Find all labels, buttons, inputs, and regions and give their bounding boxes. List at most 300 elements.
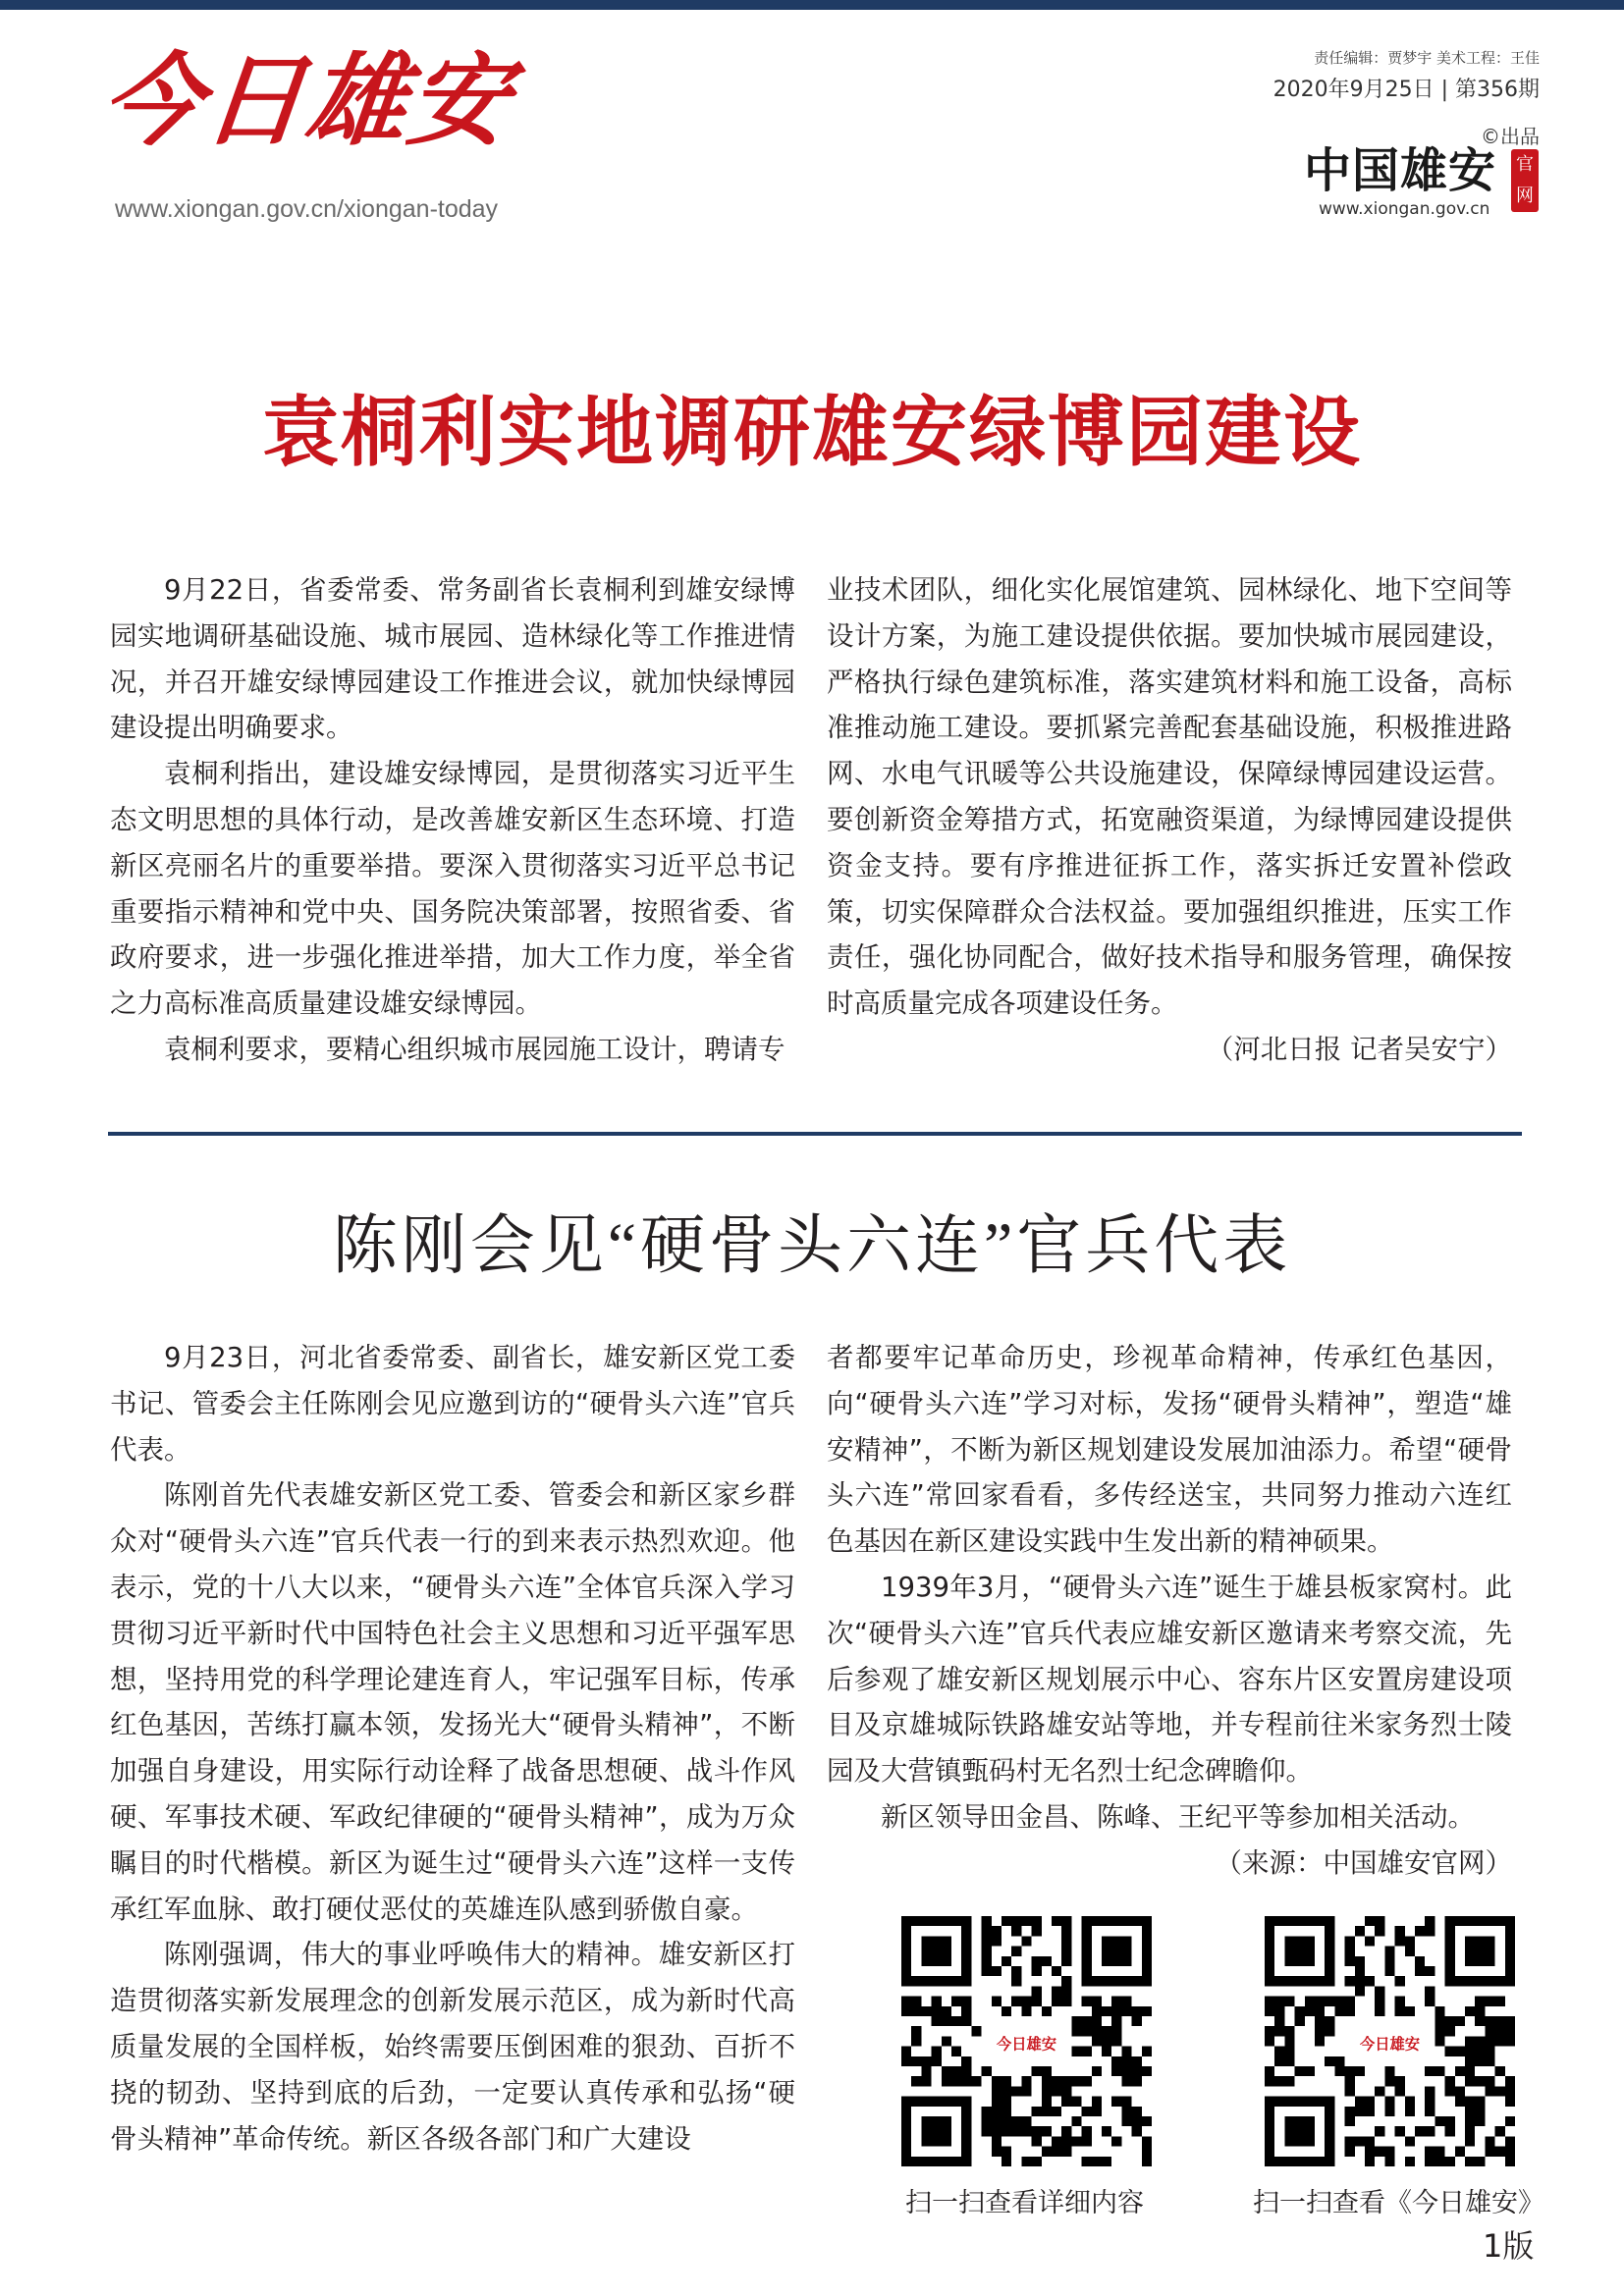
qr-module [1042,2107,1052,2116]
qr-module [1052,2147,1061,2157]
qr-module [901,1997,911,2006]
qr-module [901,2047,911,2056]
qr-module [1052,1916,1061,1926]
qr-module [1001,1956,1011,1966]
qr-module [1495,2147,1505,2157]
qr-module [1042,2076,1052,2086]
qr-module [1284,2026,1294,2036]
qr-module [1384,2097,1394,2107]
article-2-paragraph: 陈刚首先代表雄安新区党工委、管委会和新区家乡群众对“硬骨头六连”官兵代表一行的到来表示热烈欢迎。他表示，党的十八大以来，“硬骨头六连”全体官兵深入学习贯彻习近平新时代中国特色社会主义思想和习近平强军思想，坚持用党的科学理论建连育人，牢记强军目标，传承红色基因，苦练打赢本领，发扬光大“硬骨头精神”，不断加强自身建设，用实际行动诠释了战备思想硬、战斗作风硬、军事技术硬、军政纪律硬的“硬骨头精神”，成为万众瞩目的时代楷模。新区为诞生过“硬骨头六连”这样一支传承红军血脉、敢打硬仗恶仗的英雄连队感到骄傲自豪。 [110,1479,795,1925]
qr-module [1071,2136,1081,2146]
qr-module [1102,2036,1111,2046]
qr-module [1495,2016,1505,2026]
qr-module [1042,2086,1052,2096]
qr-module [1505,2136,1515,2146]
qr-module [1345,2116,1355,2126]
qr-module [1102,2157,1111,2166]
qr-module [1092,2026,1102,2036]
article-2-paragraph: 陈刚强调，伟大的事业呼唤伟大的精神。雄安新区打造贯彻落实新发展理念的创新发展示范区，成为新时代高质量发展的全国样板，始终需要压倒困难的狠劲、百折不挠的韧劲、坚持到底的后劲，一定要认真传承和弘扬“硬骨头精神”革命传统。新区各级各部门和广大建设 [110,1939,795,2155]
qr-code-detail[interactable] [901,1916,1152,2166]
qr-module [1111,2136,1121,2146]
qr-module [921,2006,931,2016]
article-2-paragraph: 者都要牢记革命历史，珍视革命精神，传承红色基因，向“硬骨头六连”学习对标，发扬“硬骨头精神”，塑造“雄安精神”，不断为新区规划建设发展加油添力。希望“硬骨头六连”常回家看看，多传经送宝，共同努力推动六连红色基因在新区建设实践中生发出新的精神硕果。 [827,1342,1512,1558]
qr-module [982,1947,992,1956]
qr-module [1265,2036,1274,2046]
qr-module [1052,2076,1061,2086]
qr-center-label: 今日雄安 [1359,2035,1421,2054]
qr-module [1284,2076,1294,2086]
qr-module [1092,2157,1102,2166]
qr-module [1455,2086,1465,2096]
qr-module [1001,2126,1011,2136]
qr-finder-inner [1102,1936,1132,1966]
qr-module [1021,2006,1031,2016]
qr-module [1415,1956,1425,1966]
qr-module [1284,2056,1294,2066]
qr-module [1132,2107,1142,2116]
article-2-right-column [827,1335,1512,1887]
qr-module [1284,2036,1294,2046]
qr-module [1505,2026,1515,2036]
qr-module [921,2076,931,2086]
qr-module [1061,1976,1071,1986]
qr-module [1405,1947,1415,1956]
qr-module [1375,1986,1384,1996]
article-2-paragraph: 9月23日，河北省委常委、副省长，雄安新区党工委书记、管委会主任陈刚会见应邀到访的“硬骨头六连”官兵代表。 [110,1342,795,1466]
article-1-paragraph: 9月22日，省委常委、常务副省长袁桐利到雄安绿博园实地调研基础设施、城市展园、造林绿化等工作推进情况，并召开雄安绿博园建设工作推进会议，就加快绿博园建设提出明确要求。 [110,574,795,744]
qr-module [1455,2016,1465,2026]
qr-module [1061,1997,1071,2006]
qr-module [1325,2026,1334,2036]
qr-module [1011,1976,1021,1986]
qr-module [992,2136,1001,2146]
qr-module [1274,2056,1284,2066]
qr-module [1455,2147,1465,2157]
qr-module [1011,1966,1021,1976]
qr-module [1274,2076,1284,2086]
publisher-copy: ©出品 [1481,125,1540,148]
qr-module [1345,1997,1355,2006]
qr-module [1052,2136,1061,2146]
qr-module [982,2116,992,2126]
masthead-url[interactable]: www.xiongan.gov.cn/xiongan-today [115,195,499,223]
qr-module [1325,2016,1334,2026]
qr-module [1111,2056,1121,2066]
qr-module [911,2076,921,2086]
qr-center-label: 今日雄安 [996,2035,1057,2054]
qr-module [1071,2097,1081,2107]
article-1-left-column [110,567,795,1073]
qr-module [992,2097,1001,2107]
qr-module [1042,2126,1052,2136]
qr-module [1061,1936,1071,1946]
qr-module [1425,2147,1435,2157]
qr-module [1021,2157,1031,2166]
qr-module [961,2006,971,2016]
qr-module [1365,2136,1375,2146]
qr-module [1111,2097,1121,2107]
qr-module [942,2076,951,2086]
qr-module [911,2056,921,2066]
qr-module [1121,2056,1131,2066]
qr-module [1435,2026,1444,2036]
qr-module [1295,2066,1305,2076]
qr-module [1011,2116,1021,2126]
qr-module [1042,2066,1052,2076]
qr-module [1071,2026,1081,2036]
qr-module [1121,2107,1131,2116]
qr-module [1345,2066,1355,2076]
qr-module [1475,2076,1485,2086]
qr-module [1121,1997,1131,2006]
qr-module [1365,1916,1375,1926]
qr-module [942,2006,951,2016]
qr-module [1102,2126,1111,2136]
qr-module [1295,2006,1305,2016]
publisher-logo: 中国雄安 [1304,143,1497,198]
qr-module [951,2016,961,2026]
qr-module [982,2126,992,2136]
qr-module [1355,1976,1365,1986]
article-1-source: （河北日报 记者吴安宁） [1206,1033,1512,1065]
top-color-bar [0,0,1624,10]
qr-module [1425,1966,1435,1976]
qr-module [1061,1956,1071,1966]
qr-module [1465,2157,1475,2166]
qr-module [992,2107,1001,2116]
qr-module [961,2016,971,2026]
qr-module [1345,1956,1355,1966]
qr-module [1375,2006,1384,2016]
qr-module [1274,2006,1284,2016]
publisher-seal: 官网 [1511,149,1539,212]
qr-module [1384,2107,1394,2116]
qr-module [1315,2016,1325,2026]
qr-module [1475,2107,1485,2116]
qr-module [1445,2076,1455,2086]
qr-module [1495,2086,1505,2096]
qr-module [1305,2066,1315,2076]
article-2-paragraph: 新区领导田金昌、陈峰、王纪平等参加相关活动。 [881,1800,1475,1833]
qr-module [1395,2006,1405,2016]
qr-module [1345,2147,1355,2157]
qr-module [1505,2147,1515,2157]
qr-module [1061,2097,1071,2107]
qr-module [1384,1966,1394,1976]
qr-module [1142,2006,1152,2016]
qr-module [961,2066,971,2076]
qr-module [1032,1926,1042,1936]
qr-module [1425,1997,1435,2006]
qr-module [1435,2157,1444,2166]
qr-module [932,1997,942,2006]
qr-module [1021,2126,1031,2136]
qr-module [1465,2116,1475,2126]
qr-module [1445,2047,1455,2056]
qr-module [1355,2066,1365,2076]
qr-module [1365,2147,1375,2157]
qr-module [1445,2126,1455,2136]
qr-module [1355,1956,1365,1966]
qr-module [1425,2097,1435,2107]
qr-module [1345,2006,1355,2016]
qr-module [992,1926,1001,1936]
qr-module [1455,2097,1465,2107]
qr-module [1021,1916,1031,1926]
qr-module [971,2026,981,2036]
article-1-paragraph: 袁桐利要求，要精心组织城市展园施工设计，聘请专 [164,1033,785,1065]
article-1-right-column [827,567,1512,1073]
qr-module [1485,2086,1494,2096]
qr-module [932,2047,942,2056]
issue-date: 2020年9月25日 | 第356期 [1272,78,1540,102]
qr-module [1021,1997,1031,2006]
qr-module [1061,1916,1071,1926]
qr-module [1315,2006,1325,2016]
qr-module [1102,2047,1111,2056]
qr-module [1495,2126,1505,2136]
qr-module [1021,1936,1031,1946]
qr-module [992,2126,1001,2136]
qr-module [961,2056,971,2066]
qr-module [1445,2086,1455,2096]
qr-module [1021,2086,1031,2096]
qr-module [1265,2026,1274,2036]
qr-module [1384,2147,1394,2157]
qr-module [1121,2066,1131,2076]
qr-module [1455,2066,1465,2076]
qr-module [1061,2136,1071,2146]
qr-module [1425,2107,1435,2116]
qr-module [1032,2157,1042,2166]
qr-module [1395,1976,1405,1986]
qr-module [1395,1936,1405,1946]
qr-module [1485,1997,1494,2006]
qr-module [1495,2026,1505,2036]
qr-module [1111,2006,1121,2016]
qr-module [982,1956,992,1966]
qr-module [1032,1966,1042,1976]
article-2-left-column [110,1335,795,2162]
qr-module [1082,2157,1092,2166]
qr-module [1111,1997,1121,2006]
qr-module [1132,2006,1142,2016]
qr-module [1032,2126,1042,2136]
qr-code-subscribe[interactable] [1265,1916,1515,2166]
qr-module [1142,2157,1152,2166]
qr-module [1505,2076,1515,2086]
qr-module [1274,2016,1284,2026]
qr-module [1001,2076,1011,2086]
qr-module [1092,2097,1102,2107]
qr-module [1495,2036,1505,2046]
qr-module [1001,2097,1011,2107]
qr-module [992,2147,1001,2157]
qr-module [942,2016,951,2026]
qr-module [1345,2136,1355,2146]
qr-module [921,2056,931,2066]
qr-module [1445,2016,1455,2026]
qr-module [1435,2147,1444,2157]
qr-module [1052,2107,1061,2116]
qr-module [1355,2107,1365,2116]
qr-module [1274,2047,1284,2056]
qr-module [1142,2136,1152,2146]
qr-module [1485,2047,1494,2056]
qr-module [1475,2047,1485,2056]
qr-module [932,2056,942,2066]
qr-module [1032,2107,1042,2116]
qr-module [1405,1936,1415,1946]
qr-module [1132,2056,1142,2066]
qr-module [1405,2136,1415,2146]
qr-module [1475,2056,1485,2066]
qr-module [1011,2126,1021,2136]
qr-module [982,2066,992,2076]
qr-module [1465,2056,1475,2066]
qr-module [1334,1997,1344,2006]
qr-module [1082,2047,1092,2056]
qr-module [1505,2116,1515,2126]
qr-module [992,2086,1001,2096]
qr-module [1021,2116,1031,2126]
qr-module [1325,2056,1334,2066]
qr-module [1071,2116,1081,2126]
qr-module [1365,2097,1375,2107]
qr-module [1315,2026,1325,2036]
qr-module [1415,2126,1425,2136]
qr-module [1435,2036,1444,2046]
qr-module [1365,2107,1375,2116]
qr-module [1384,1947,1394,1956]
qr-module [1052,1997,1061,2006]
qr-module [911,2036,921,2046]
qr-module [951,2076,961,2086]
qr-module [1465,2107,1475,2116]
qr-finder-inner [1284,1936,1315,1966]
qr-module [1425,2086,1435,2096]
qr-module [951,2047,961,2056]
qr-module [1355,2097,1365,2107]
qr-caption-subscribe: 扫一扫查看《今日雄安》 [1253,2188,1544,2218]
section-divider [108,1132,1522,1136]
qr-module [1384,1956,1394,1966]
qr-module [1345,2086,1355,2096]
qr-module [1092,1997,1102,2006]
qr-module [1274,1997,1284,2006]
qr-module [1475,2006,1485,2016]
qr-module [1001,2147,1011,2157]
qr-module [1334,2066,1344,2076]
qr-module [1284,1997,1294,2006]
qr-module [1052,1986,1061,1996]
article-2-headline: 陈刚会见“硬骨头六连”官兵代表 [332,1210,1292,1282]
qr-module [1142,2116,1152,2126]
qr-module [1032,1956,1042,1966]
qr-module [1465,2126,1475,2136]
qr-module [921,2066,931,2076]
qr-module [1011,1926,1021,1936]
page-number: 1版 [1483,2227,1535,2265]
qr-module [992,1997,1001,2006]
qr-module [1001,2116,1011,2126]
qr-module [1082,1997,1092,2006]
qr-module [1102,2026,1111,2036]
qr-module [1505,2086,1515,2096]
qr-module [1375,2147,1384,2157]
qr-module [911,1997,921,2006]
qr-module [1132,2016,1142,2026]
qr-module [1384,2076,1394,2086]
qr-module [1121,2116,1131,2126]
qr-module [1061,1926,1071,1936]
qr-module [1465,2036,1475,2046]
article-1-paragraph: 业技术团队，细化实化展馆建筑、园林绿化、地下空间等设计方案，为施工建设提供依据。要加快城市展园建设，严格执行绿色建筑标准，落实建筑材料和施工设备，高标准推动施工建设。要抓紧完善配套基础设施，积极推进路网、水电气讯暖等公共设施建设，保障绿博园建设运营。要创新资金筹措方式，拓宽融资渠道，为绿博园建设提供资金支持。要有序推进征拆工作，落实拆迁安置补偿政策，切实保障群众合法权益。要加强组织推进，压实工作责任，强化协同配合，做好技术指导和服务管理，确保按时高质量完成各项建设任务。 [827,574,1512,1020]
qr-module [1334,2006,1344,2016]
qr-module [1092,2107,1102,2116]
qr-module [1475,1997,1485,2006]
qr-module [1395,1997,1405,2006]
qr-module [1092,2016,1102,2026]
qr-module [1425,1926,1435,1936]
article-2-source: （来源：中国雄安官网） [1215,1846,1512,1879]
qr-module [1011,1997,1021,2006]
masthead-title: 今日雄安 [95,42,517,160]
qr-module [1435,2066,1444,2076]
qr-module [1345,1936,1355,1946]
qr-module [1071,2047,1081,2056]
qr-module [961,1997,971,2006]
qr-module [1011,1947,1021,1956]
qr-module [1265,2066,1274,2076]
qr-module [1465,2006,1475,2016]
qr-module [1305,2006,1315,2016]
qr-module [1375,1997,1384,2006]
qr-module [1032,1916,1042,1926]
qr-module [1111,2016,1121,2026]
qr-finder-inner [1284,2116,1315,2147]
publisher-url[interactable]: www.xiongan.gov.cn [1319,199,1490,219]
qr-module [1355,1966,1365,1976]
qr-module [1295,2016,1305,2026]
qr-finder-inner [921,2116,951,2147]
qr-module [1375,1916,1384,1926]
qr-module [1415,1926,1425,1936]
qr-module [1315,1997,1325,2006]
qr-module [1384,2157,1394,2166]
qr-module [1445,2116,1455,2126]
qr-module [1475,2097,1485,2107]
qr-module [1121,2076,1131,2086]
qr-module [1132,2076,1142,2086]
qr-module [1395,2086,1405,2096]
qr-module [1475,2157,1485,2166]
qr-module [1445,2026,1455,2036]
qr-module [992,1936,1001,1946]
qr-module [1021,2076,1031,2086]
qr-module [1071,2076,1081,2086]
qr-module [1465,2076,1475,2086]
qr-module [1435,2006,1444,2016]
qr-module [1375,2126,1384,2136]
qr-module [942,2066,951,2076]
qr-module [1265,1997,1274,2006]
qr-module [1042,2097,1052,2107]
qr-module [971,2076,981,2086]
qr-module [1142,2066,1152,2076]
qr-module [1475,2016,1485,2026]
qr-module [1082,2107,1092,2116]
